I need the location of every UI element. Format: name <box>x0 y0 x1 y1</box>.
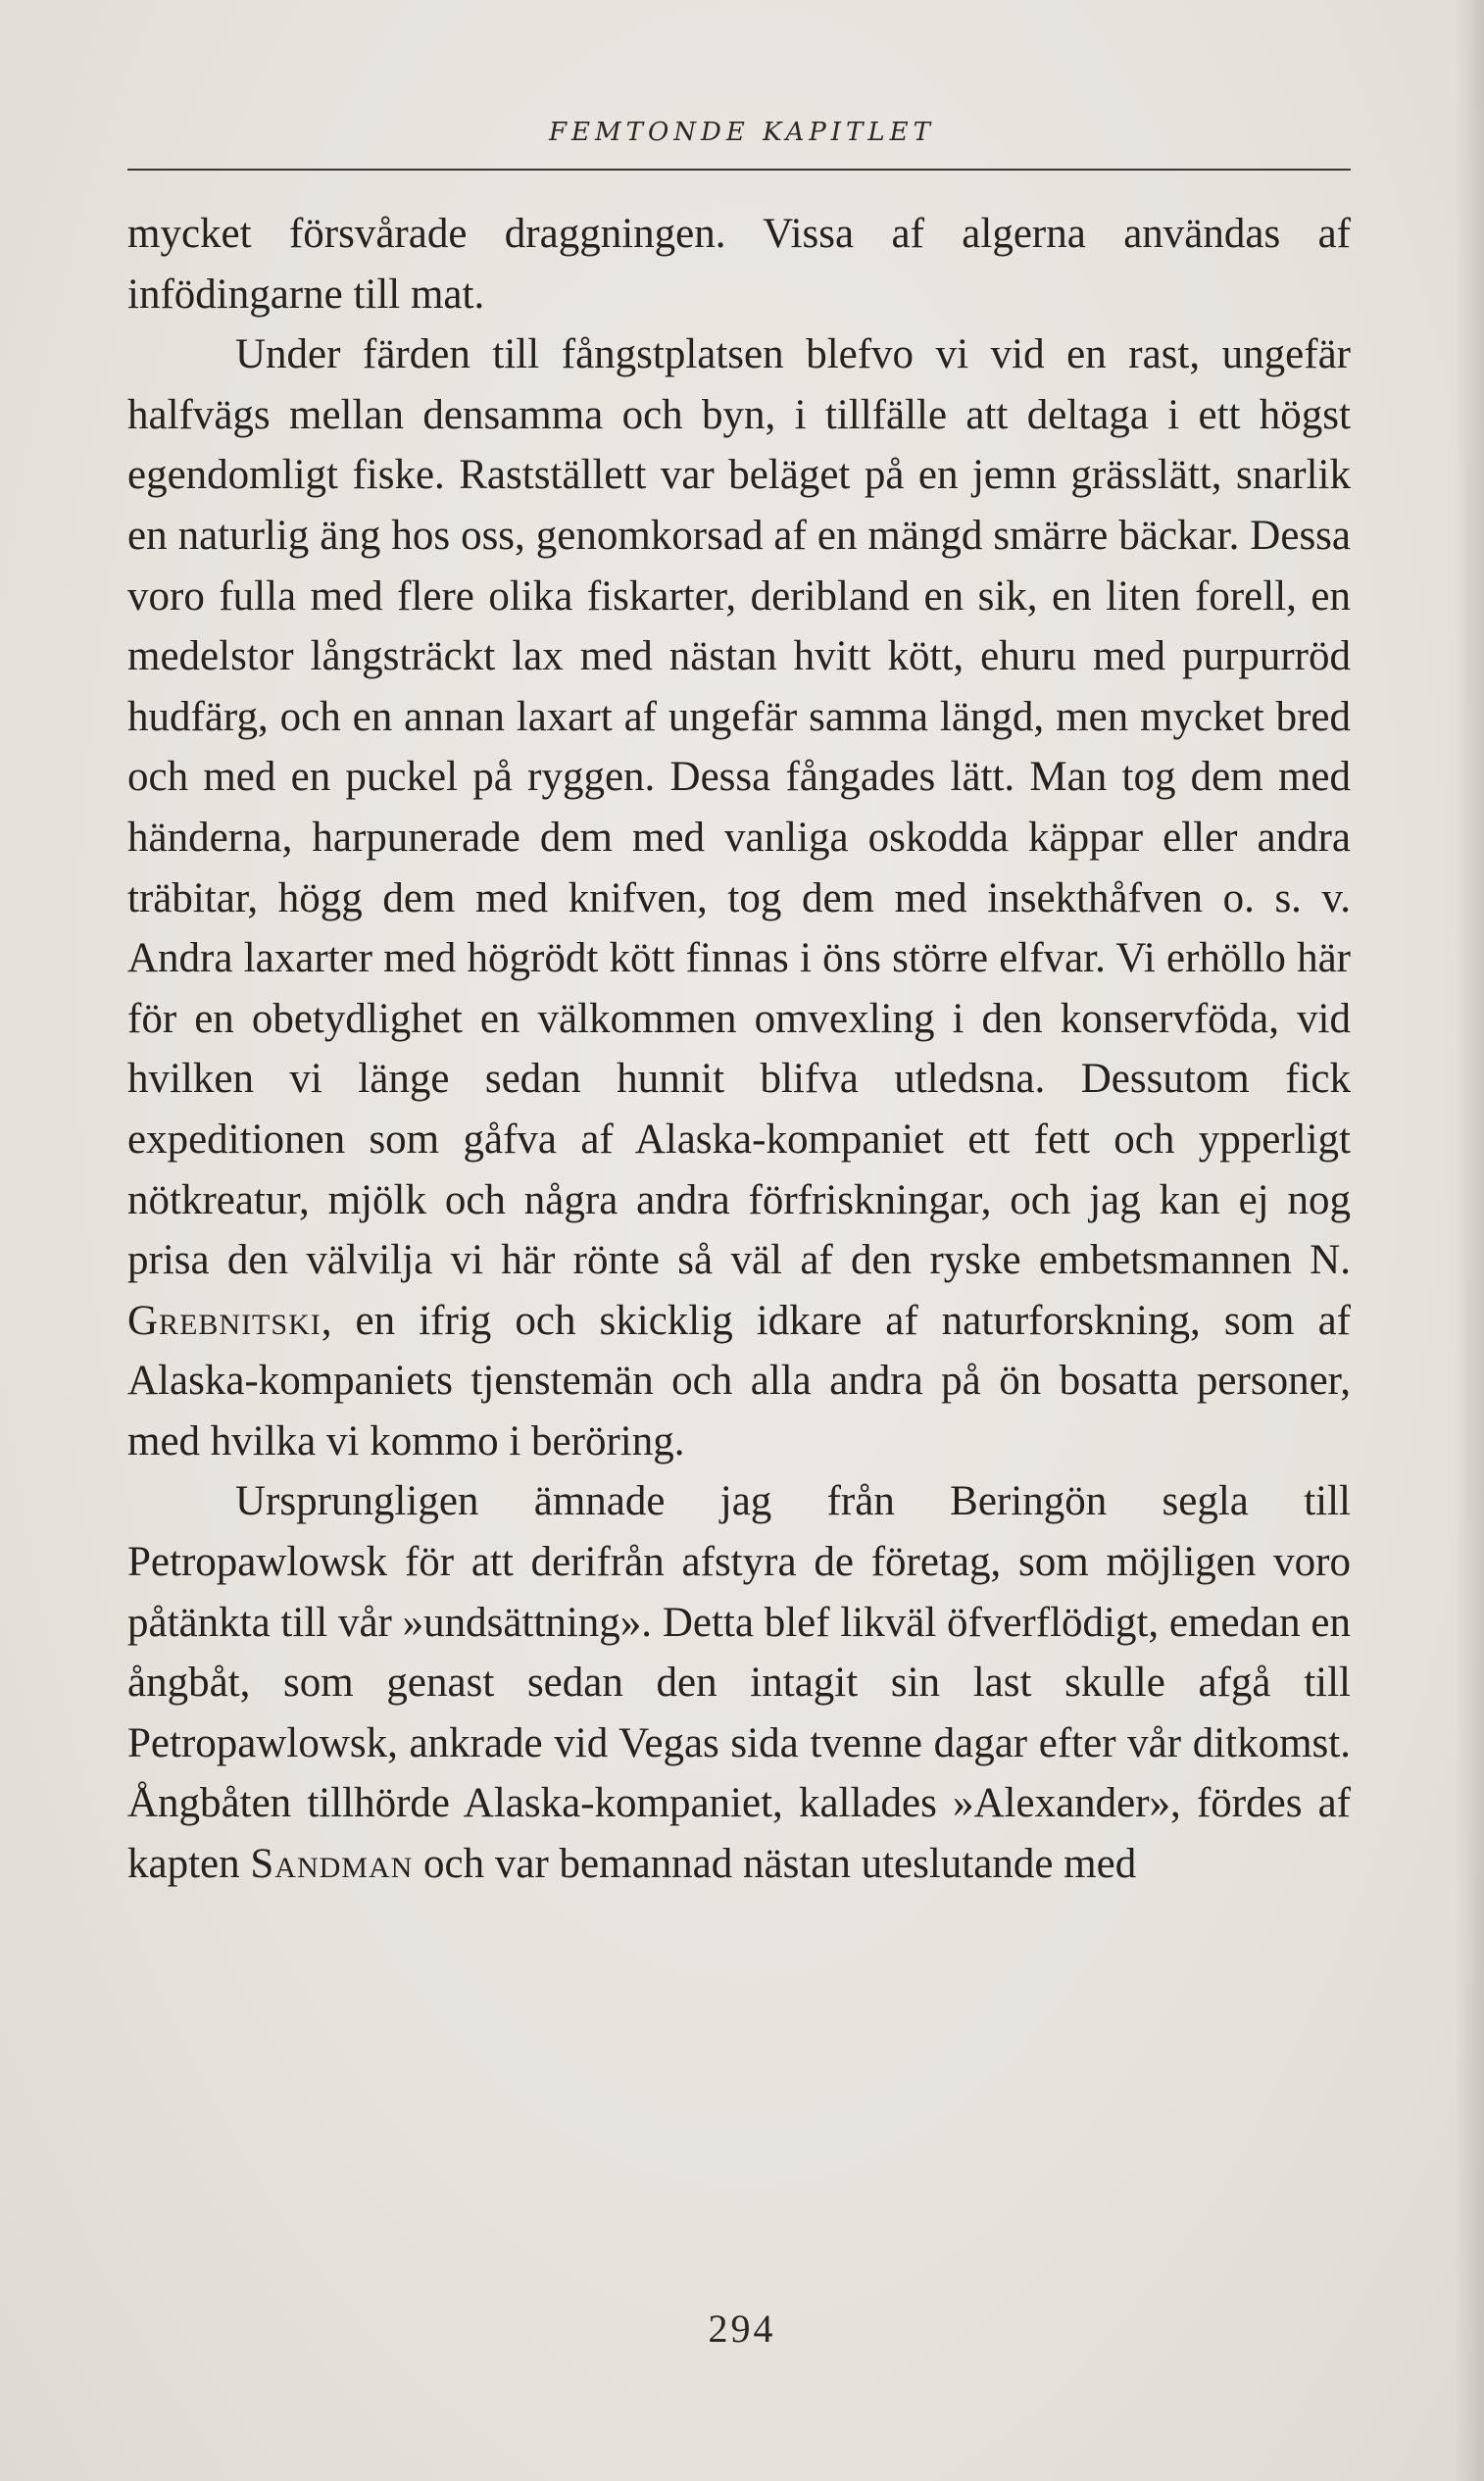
page-number: 294 <box>708 2307 776 2351</box>
paragraph-2 <box>127 324 1351 1471</box>
body-text <box>127 204 1351 1895</box>
paragraph-2-text-b: , en ifrig och skicklig idkare af naturforskning, som af Alaska-kompaniets tjenstemän och alla andra på ön bosatta personer, med hvilka vi kommo i beröring. <box>127 1297 1351 1464</box>
paragraph-3-text-a: Ursprungligen ämnade jag från Beringön segla till Petropawlowsk för att derifrån afstyra de företag, som möjligen voro påtänkta till vår »undsättning». Detta blef likväl öfverflödigt, emedan en ångbåt, som genast sedan den intagit sin last skulle afgå till Petropawlowsk, ankrade vid Vegas sida tvenne dagar efter vår ditkomst. Ångbåten tillhörde Alaska-kompaniet, kallades »Alexander», fördes af kapten <box>127 1478 1351 1888</box>
paragraph-3 <box>127 1471 1351 1894</box>
running-head: FEMTONDE KAPITLET <box>549 118 935 147</box>
paragraph-1: mycket försvårade draggningen. Vissa af algerna användas af infödingarne till mat. <box>127 211 1351 318</box>
paragraph-2-text-a: Under färden till fångstplatsen blefvo vi vid en rast, ungefär halfvägs mellan densamma och byn, i tillfälle att deltaga i ett högst egendomligt fiske. Rastställett var beläget på en jemn grässlätt, snarlik en naturlig äng hos oss, genomkorsad af en mängd smärre bäckar. Dessa voro fulla med flere olika fiskarter, deribland en sik, en liten forell, en medelstor långsträckt lax med nästan hvitt kött, ehuru med purpurröd hudfärg, och en annan laxart af ungefär samma längd, men mycket bred och med en puckel på ryggen. Dessa fångades lätt. Man tog dem med händerna, harpunerade dem med vanliga oskodda käppar eller andra träbitar, högg dem med knifven, tog dem med insekthåfven o. s. v. Andra laxarter med högrödt kött finnas i öns större elfvar. Vi erhöllo här för en obetydlighet en välkommen omvexling i den konservföda, vid hvilken vi länge sedan hunnit blifva utledsna. Dessutom fick expeditionen som gåfva af Alaska-kompaniet ett fett och ypperligt nötkreatur, mjölk och några andra förfriskningar, och jag kan ej nog prisa den välvilja vi här rönte så väl af den ryske embetsmannen N. <box>127 331 1351 1284</box>
header-rule <box>127 169 1351 171</box>
paragraph-3-text-b: och var bemannad nästan uteslutande med <box>423 1841 1137 1888</box>
person-name-grebnitski: Grebnitski <box>127 1297 322 1344</box>
page-edge-shadow <box>1455 0 1484 2481</box>
person-name-sandman: Sandman <box>250 1841 414 1888</box>
